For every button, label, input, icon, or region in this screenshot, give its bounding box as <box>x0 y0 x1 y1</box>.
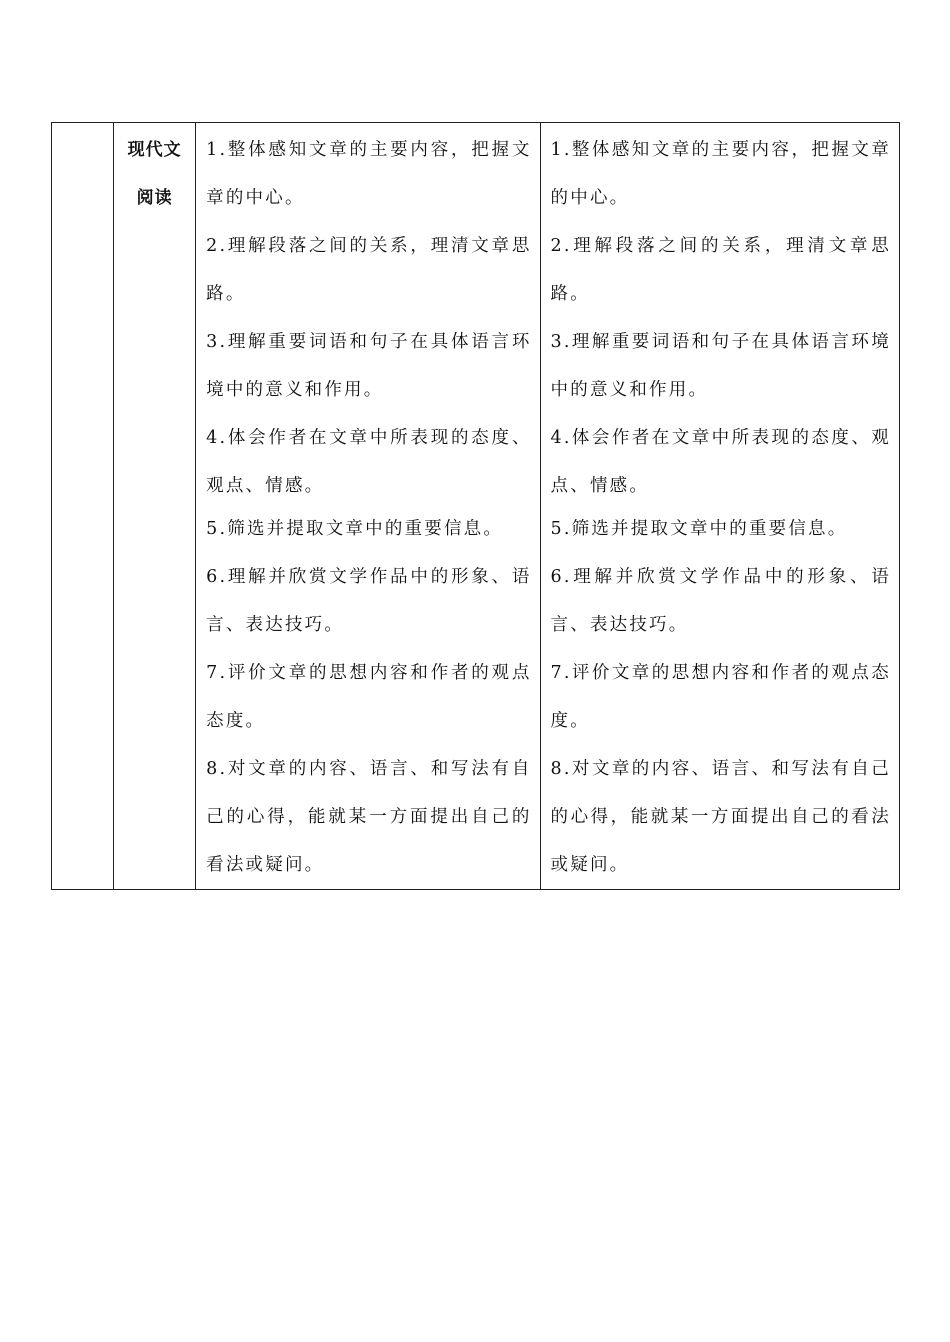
list-item: 4.体会作者在文章中所表现的态度、观点、情感。 <box>206 428 532 496</box>
category-cell <box>114 123 196 890</box>
category-label <box>114 126 195 222</box>
list-item: 1.整体感知文章的主要内容，把握文章的中心。 <box>550 140 891 208</box>
list-item: 8.对文章的内容、语言、和写法有自己的心得，能就某一方面提出自己的看法或疑问。 <box>206 759 532 875</box>
list-item: 2.理解段落之间的关系，理清文章思路。 <box>206 236 532 304</box>
list-item: 7.评价文章的思想内容和作者的观点态度。 <box>550 663 891 731</box>
list-item: 1.整体感知文章的主要内容，把握文章的中心。 <box>206 140 532 208</box>
list-item: 2.理解段落之间的关系，理清文章思路。 <box>550 236 891 304</box>
requirements-table <box>51 122 900 890</box>
list-item: 5.筛选并提取文章中的重要信息。 <box>206 519 504 539</box>
blank-cell <box>52 123 114 890</box>
list-item: 8.对文章的内容、语言、和写法有自己的心得，能就某一方面提出自己的看法或疑问。 <box>550 759 891 875</box>
requirements-list-b <box>551 126 891 889</box>
requirements-list-a <box>206 126 531 889</box>
requirements-column-b <box>540 123 899 890</box>
list-item: 3.理解重要词语和句子在具体语言环境中的意义和作用。 <box>550 332 891 400</box>
table-row <box>52 123 900 890</box>
list-item: 4.体会作者在文章中所表现的态度、观点、情感。 <box>550 428 891 496</box>
list-item: 6.理解并欣赏文学作品中的形象、语言、表达技巧。 <box>206 567 532 635</box>
category-label-line-2: 阅读 <box>136 188 173 208</box>
list-item: 6.理解并欣赏文学作品中的形象、语言、表达技巧。 <box>550 567 891 635</box>
list-item: 7.评价文章的思想内容和作者的观点态度。 <box>206 663 532 731</box>
requirements-column-a <box>196 123 540 890</box>
list-item: 5.筛选并提取文章中的重要信息。 <box>550 519 848 539</box>
list-item: 3.理解重要词语和句子在具体语言环境中的意义和作用。 <box>206 332 532 400</box>
category-label-line-1: 现代文 <box>127 140 182 160</box>
